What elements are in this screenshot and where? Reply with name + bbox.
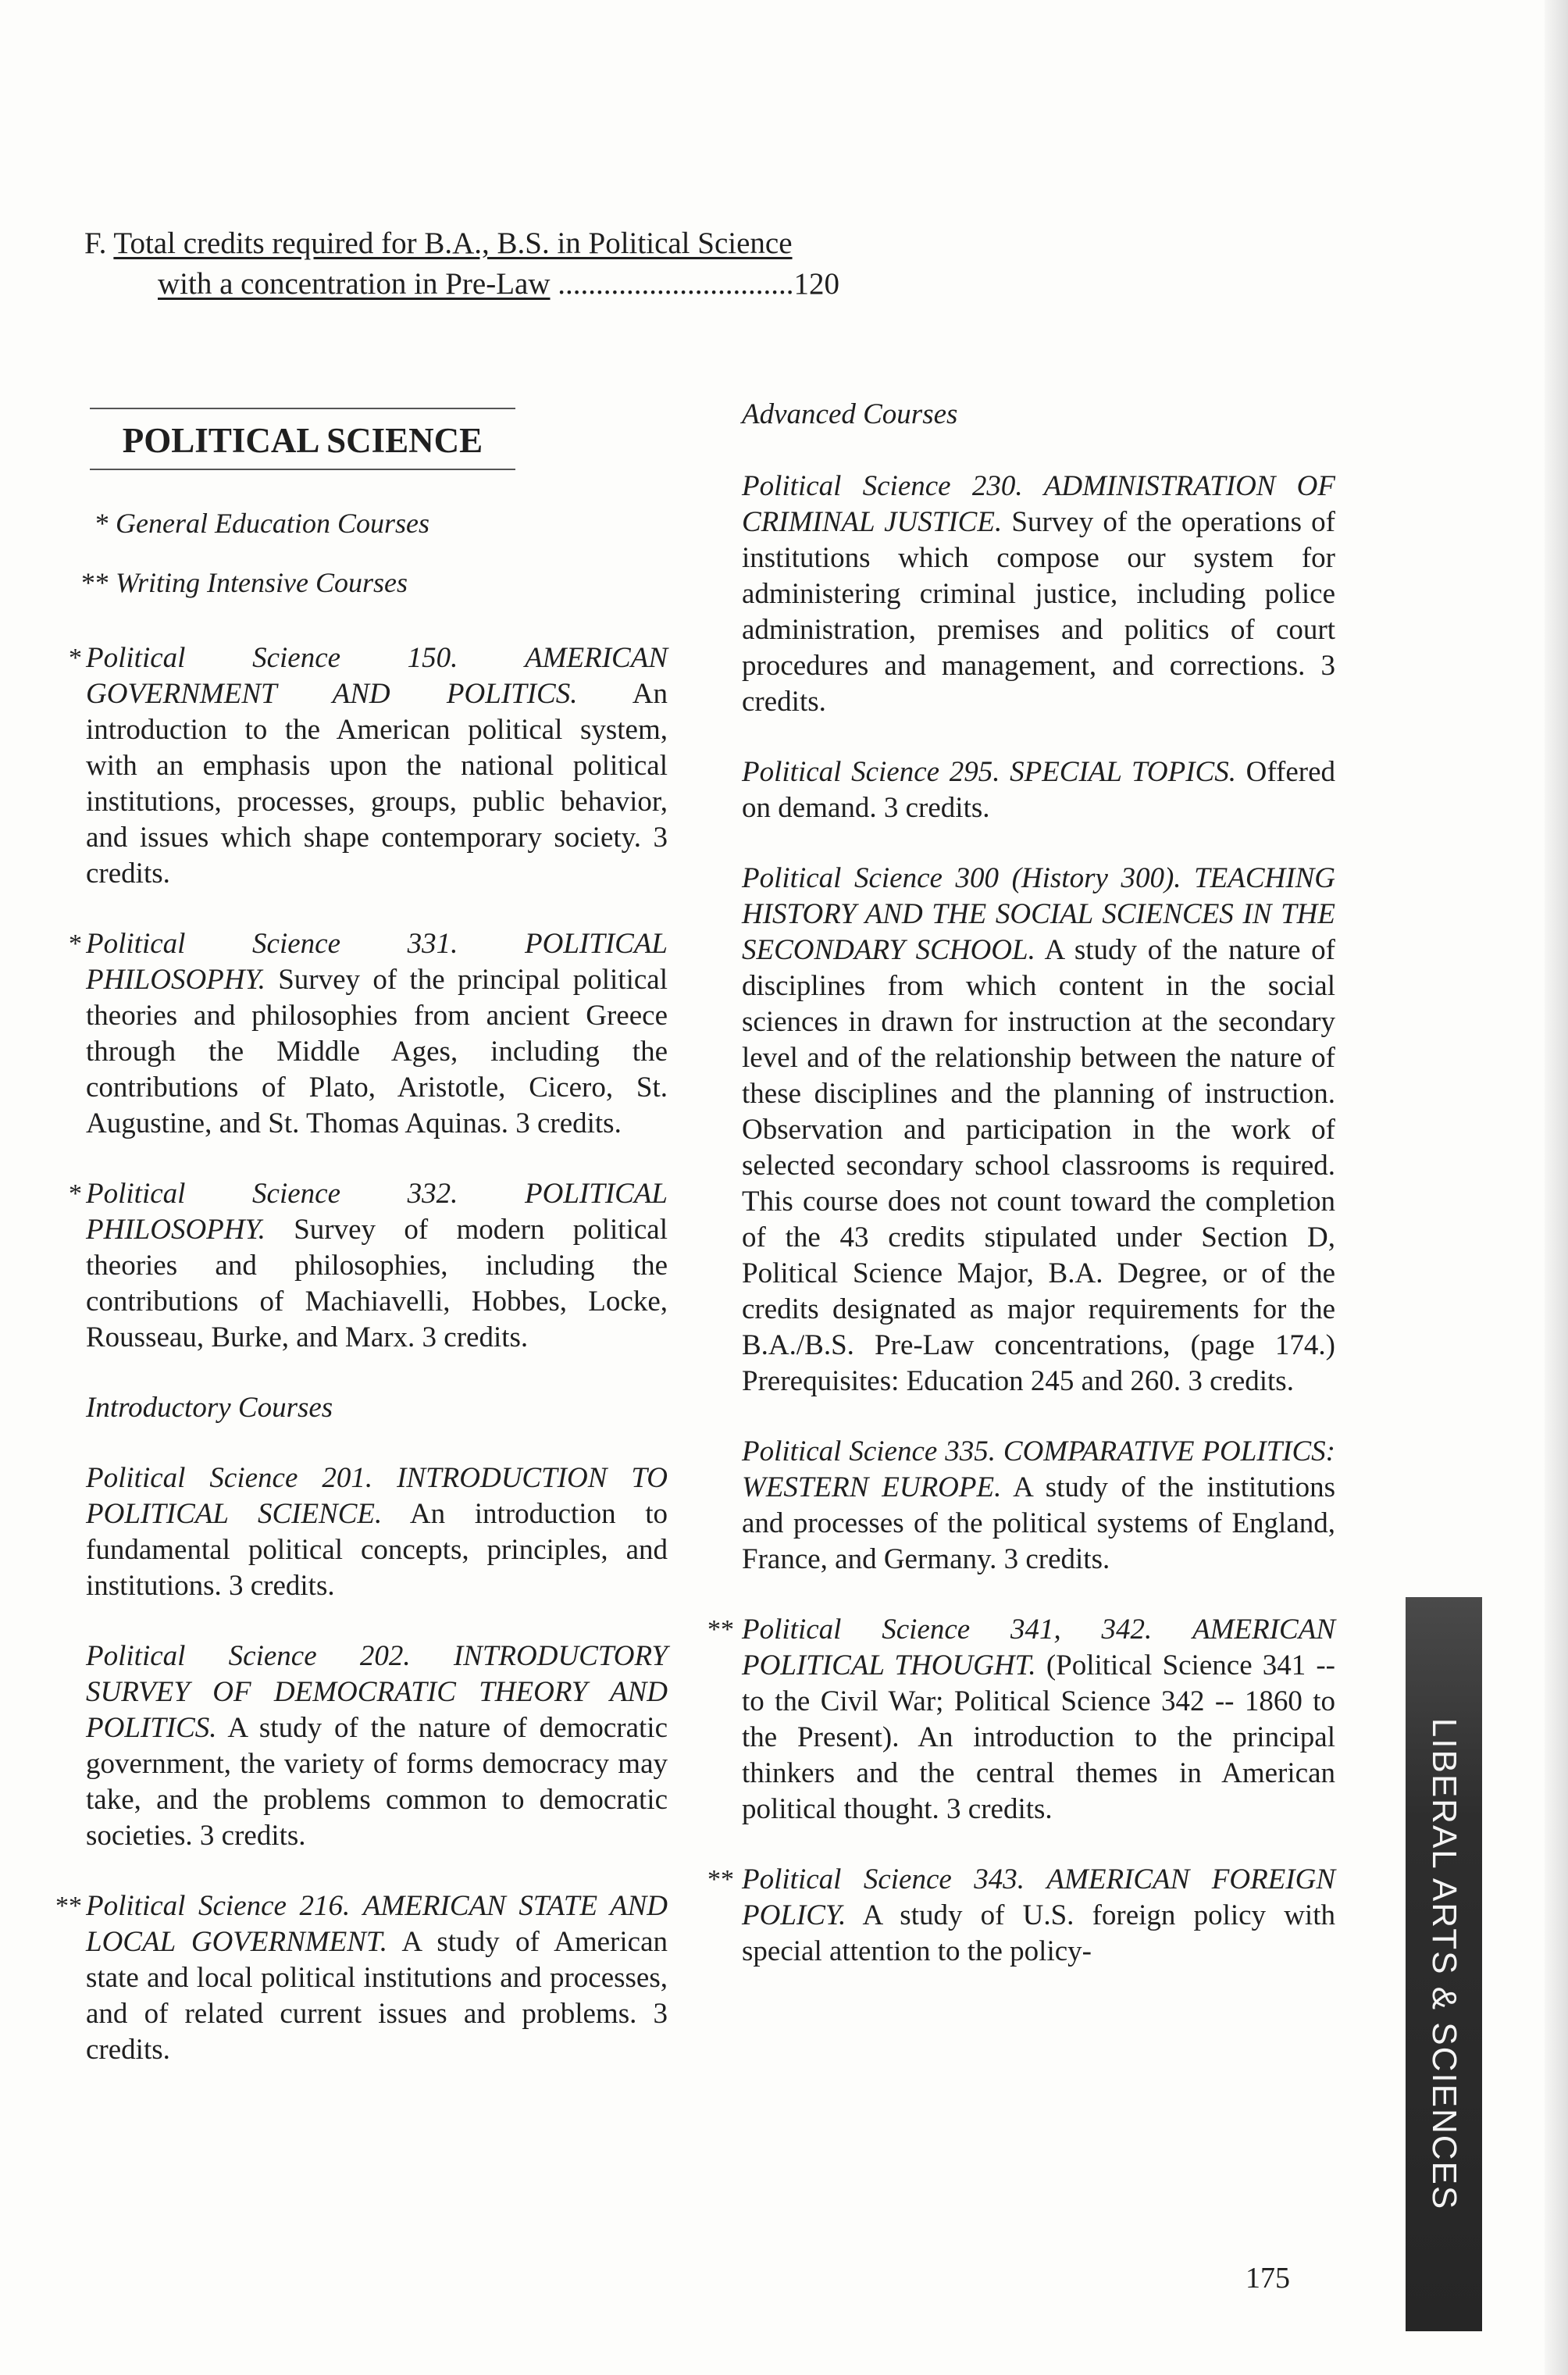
course-title: INTRODUCTORY SURVEY OF DEMOCRATIC THEORY AND POLITICS. <box>86 1640 668 1744</box>
introductory-courses-heading: Introductory Courses <box>86 1392 333 1424</box>
right-column <box>695 375 1335 2004</box>
left-column <box>43 375 668 2102</box>
course-marker: ** <box>55 1892 82 1920</box>
total-credits-line <box>84 223 1334 305</box>
course-title: POLITICAL PHILOSOPHY. <box>86 1178 668 1246</box>
course-marker: ** <box>707 1865 734 1894</box>
course-ps-341-342 <box>695 1612 1335 1828</box>
course-description: A study of the nature of disciplines from which content in the social sciences in drawn for instruction at the secondary level and of the relationship between the nature of these disciplines and the planning of instruction. Observation and participation in the work of selected secondary school classrooms is required. This course does not count toward the completion of the 43 credits stipulated under Section D, Political Science Major, B.A. Degree, or of the credits designated as major requirements for the B.A./B.S. Pre-Law concentrations, (page 174.) Prerequisites: Education 245 and 260. 3 credits. <box>742 934 1335 1397</box>
course-ps-343 <box>695 1862 1335 1970</box>
course-ps-331 <box>43 926 668 1142</box>
total-credits-value: 120 <box>793 267 839 301</box>
course-description: A study of U.S. foreign policy with special attention to the policy- <box>742 1899 1335 1967</box>
course-description: An introduction to fundamental political concepts, principles, and institutions. 3 credits. <box>86 1498 668 1602</box>
dot-leader: ............................... <box>550 267 794 301</box>
course-id: Political Science 300 (History 300). <box>742 862 1181 894</box>
total-credits-prefix: F. <box>84 226 114 260</box>
course-title: ADMINISTRATION OF CRIMINAL JUSTICE. <box>742 470 1335 538</box>
legend-writing-intensive <box>66 553 668 612</box>
course-title: AMERICAN POLITICAL THOUGHT. <box>742 1614 1335 1681</box>
course-ps-295 <box>695 754 1335 826</box>
course-ps-216 <box>43 1888 668 2068</box>
legend-label-general-education: General Education Courses <box>116 508 429 539</box>
legend-marker-double: ** <box>81 567 109 598</box>
legend-general-education <box>66 494 668 553</box>
course-description: (Political Science 341 -- to the Civil War; Political Science 342 -- 1860 to the Present). An introduction to the principal thinkers and the central themes in American political thought. 3 credits. <box>742 1649 1335 1825</box>
legend <box>43 494 668 612</box>
course-title: POLITICAL PHILOSOPHY. <box>86 928 668 996</box>
course-id: Political Science 335. <box>742 1435 996 1467</box>
section-title: POLITICAL SCIENCE <box>90 417 515 470</box>
section-title-rule <box>90 408 515 470</box>
course-description: Survey of the operations of institutions which compose our system for administering criminal justice, including police administration, premises and politics of court procedures and management, and corrections. 3 credits. <box>742 506 1335 718</box>
course-description: Survey of the principal political theories and philosophies from ancient Greece through the Middle Ages, including the contributions of Plato, Aristotle, Cicero, St. Augustine, and St. Thomas Aquinas. 3 credits. <box>86 964 668 1139</box>
course-title: SPECIAL TOPICS. <box>1010 756 1236 788</box>
advanced-courses-heading: Advanced Courses <box>742 398 958 430</box>
course-marker: * <box>69 929 82 958</box>
course-description: Offered on demand. 3 credits. <box>742 756 1335 824</box>
course-id: Political Science 202. <box>86 1640 411 1672</box>
total-credits-text: Total credits required for B.A., B.S. in Political Science <box>113 226 793 260</box>
course-ps-150 <box>43 640 668 892</box>
course-id: Political Science 295. <box>742 756 1000 788</box>
page-edge-shadow <box>1545 0 1568 2375</box>
course-id: Political Science 343. <box>742 1863 1025 1895</box>
concentration-text: with a concentration in Pre-Law <box>158 267 551 301</box>
course-ps-201 <box>43 1460 668 1604</box>
section-thumb-tab-label: LIBERAL ARTS & SCIENCES <box>1425 1717 1463 2211</box>
course-id: Political Science 201. <box>86 1462 373 1494</box>
course-title: INTRODUCTION TO POLITICAL SCIENCE. <box>86 1462 668 1530</box>
total-credits-line-2 <box>84 264 1334 305</box>
course-ps-202 <box>43 1639 668 1854</box>
course-ps-300 <box>695 861 1335 1400</box>
total-credits-line-1 <box>84 223 1334 264</box>
course-marker: * <box>69 1179 82 1208</box>
course-id: Political Science 230. <box>742 470 1023 502</box>
course-marker: * <box>69 644 82 672</box>
course-description: A study of the nature of democratic government, the variety of forms democracy may take, and the problems common to democratic societies. 3 credits. <box>86 1712 668 1852</box>
course-title: AMERICAN FOREIGN POLICY. <box>742 1863 1335 1931</box>
course-id: Political Science 341, 342. <box>742 1614 1153 1646</box>
course-title: AMERICAN GOVERNMENT AND POLITICS. <box>86 642 668 710</box>
course-description: A study of American state and local political institutions and processes, and of related current issues and problems. 3 credits. <box>86 1926 668 2066</box>
course-marker: ** <box>707 1615 734 1644</box>
legend-label-writing-intensive: Writing Intensive Courses <box>116 567 408 598</box>
course-title: COMPARATIVE POLITICS: WESTERN EUROPE. <box>742 1435 1336 1503</box>
course-description: An introduction to the American political system, with an emphasis upon the national political institutions, processes, groups, public behavior, and issues which shape contemporary society. 3 credits. <box>86 678 668 890</box>
course-ps-335 <box>695 1434 1335 1578</box>
course-description: Survey of modern political theories and philosophies, including the contributions of Machiavelli, Hobbes, Locke, Rousseau, Burke, and Marx. 3 credits. <box>86 1214 668 1353</box>
course-id: Political Science 216. <box>86 1890 351 1922</box>
course-ps-230 <box>695 469 1335 720</box>
page-number: 175 <box>1245 2262 1290 2295</box>
course-description: A study of the institutions and processes of the political systems of England, France, and Germany. 3 credits. <box>742 1471 1335 1575</box>
legend-marker-single: * <box>95 508 109 539</box>
course-id: Political Science 331. <box>86 928 458 960</box>
course-id: Political Science 332. <box>86 1178 458 1210</box>
course-title: TEACHING HISTORY AND THE SOCIAL SCIENCES IN THE SECONDARY SCHOOL. <box>742 862 1335 966</box>
course-title: AMERICAN STATE AND LOCAL GOVERNMENT. <box>86 1890 668 1958</box>
course-id: Political Science 150. <box>86 642 458 674</box>
course-ps-332 <box>43 1176 668 1356</box>
